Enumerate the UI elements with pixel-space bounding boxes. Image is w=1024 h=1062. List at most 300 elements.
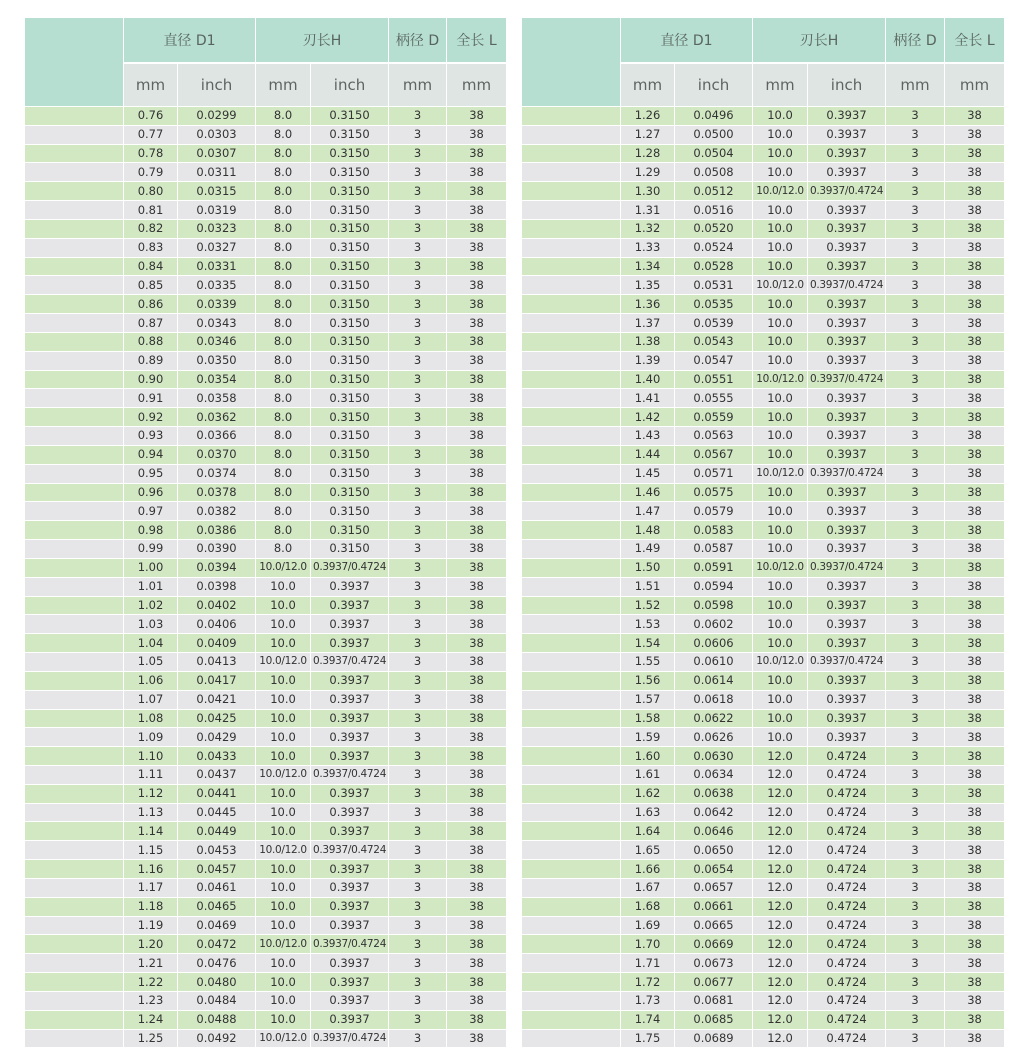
row-blank-cell — [522, 991, 621, 1010]
table-row — [522, 935, 1005, 954]
flute-length-inch-cell: 0.3937 — [311, 897, 389, 916]
row-blank-cell — [25, 615, 124, 634]
shank-mm-cell: 3 — [886, 521, 945, 540]
flute-length-mm-cell: 12.0 — [753, 1010, 808, 1029]
overall-length-mm-cell: 38 — [945, 295, 1005, 314]
diameter-inch-cell: 0.0531 — [675, 276, 753, 295]
flute-length-mm-cell: 10.0 — [753, 427, 808, 446]
shank-mm-cell: 3 — [886, 728, 945, 747]
flute-length-mm-cell: 10.0/12.0 — [256, 653, 311, 672]
flute-length-mm-cell: 10.0 — [753, 615, 808, 634]
diameter-mm-cell: 0.98 — [124, 521, 178, 540]
diameter-inch-cell: 0.0339 — [178, 295, 256, 314]
flute-length-mm-cell: 10.0 — [256, 615, 311, 634]
diameter-inch-cell: 0.0543 — [675, 332, 753, 351]
unit-diameter-inch: inch — [675, 63, 753, 107]
row-blank-cell — [522, 125, 621, 144]
table-row — [25, 558, 507, 577]
flute-length-inch-cell: 0.3150 — [311, 314, 389, 333]
flute-length-mm-cell: 8.0 — [256, 257, 311, 276]
table-row — [522, 107, 1005, 126]
overall-length-mm-cell: 38 — [447, 257, 507, 276]
row-blank-cell — [522, 709, 621, 728]
diameter-mm-cell: 1.52 — [621, 596, 675, 615]
diameter-inch-cell: 0.0453 — [178, 841, 256, 860]
shank-mm-cell: 3 — [389, 238, 447, 257]
shank-mm-cell: 3 — [389, 634, 447, 653]
diameter-inch-cell: 0.0535 — [675, 295, 753, 314]
table-row — [522, 464, 1005, 483]
diameter-mm-cell: 0.93 — [124, 427, 178, 446]
diameter-mm-cell: 0.84 — [124, 257, 178, 276]
overall-length-mm-cell: 38 — [447, 370, 507, 389]
diameter-mm-cell: 1.66 — [621, 860, 675, 879]
diameter-inch-cell: 0.0642 — [675, 803, 753, 822]
shank-mm-cell: 3 — [389, 596, 447, 615]
flute-length-inch-cell: 0.3937 — [311, 954, 389, 973]
row-blank-cell — [25, 558, 124, 577]
flute-length-mm-cell: 10.0 — [753, 163, 808, 182]
diameter-inch-cell: 0.0618 — [675, 690, 753, 709]
flute-length-inch-cell: 0.3937 — [808, 125, 886, 144]
row-blank-cell — [25, 596, 124, 615]
unit-flute-inch: inch — [311, 63, 389, 107]
row-blank-cell — [522, 935, 621, 954]
overall-length-mm-cell: 38 — [447, 163, 507, 182]
overall-length-mm-cell: 38 — [945, 690, 1005, 709]
flute-length-inch-cell: 0.3937 — [808, 107, 886, 126]
diameter-mm-cell: 0.88 — [124, 332, 178, 351]
diameter-mm-cell: 0.78 — [124, 144, 178, 163]
table-row — [522, 219, 1005, 238]
diameter-inch-cell: 0.0398 — [178, 577, 256, 596]
table-row — [25, 935, 507, 954]
flute-length-mm-cell: 10.0 — [753, 125, 808, 144]
row-blank-cell — [25, 163, 124, 182]
diameter-mm-cell: 1.18 — [124, 897, 178, 916]
flute-length-inch-cell: 0.4724 — [808, 1029, 886, 1048]
flute-length-inch-cell: 0.3937/0.4724 — [311, 1029, 389, 1048]
overall-length-mm-cell: 38 — [945, 389, 1005, 408]
unit-diameter-mm: mm — [124, 63, 178, 107]
diameter-mm-cell: 1.04 — [124, 634, 178, 653]
shank-mm-cell: 3 — [389, 916, 447, 935]
flute-length-mm-cell: 12.0 — [753, 822, 808, 841]
shank-mm-cell: 3 — [886, 201, 945, 220]
row-blank-cell — [25, 125, 124, 144]
diameter-inch-cell: 0.0394 — [178, 558, 256, 577]
table-row — [25, 1010, 507, 1029]
row-blank-cell — [25, 1010, 124, 1029]
table-row — [522, 897, 1005, 916]
flute-length-inch-cell: 0.3937 — [311, 577, 389, 596]
shank-mm-cell: 3 — [886, 125, 945, 144]
diameter-mm-cell: 1.15 — [124, 841, 178, 860]
table-row — [522, 1010, 1005, 1029]
diameter-mm-cell: 1.42 — [621, 408, 675, 427]
row-blank-cell — [522, 540, 621, 559]
diameter-mm-cell: 1.22 — [124, 973, 178, 992]
flute-length-mm-cell: 10.0 — [753, 257, 808, 276]
diameter-inch-cell: 0.0591 — [675, 558, 753, 577]
flute-length-mm-cell: 10.0 — [753, 332, 808, 351]
diameter-inch-cell: 0.0539 — [675, 314, 753, 333]
diameter-mm-cell: 1.30 — [621, 182, 675, 201]
diameter-mm-cell: 1.13 — [124, 803, 178, 822]
header-flute-length: 刃长H — [256, 18, 389, 64]
row-blank-cell — [25, 935, 124, 954]
row-blank-cell — [25, 314, 124, 333]
flute-length-mm-cell: 12.0 — [753, 784, 808, 803]
row-blank-cell — [522, 483, 621, 502]
shank-mm-cell: 3 — [886, 747, 945, 766]
row-blank-cell — [522, 615, 621, 634]
flute-length-inch-cell: 0.3937 — [311, 1010, 389, 1029]
diameter-mm-cell: 1.47 — [621, 502, 675, 521]
shank-mm-cell: 3 — [886, 653, 945, 672]
flute-length-inch-cell: 0.3150 — [311, 332, 389, 351]
row-blank-cell — [522, 803, 621, 822]
row-blank-cell — [25, 521, 124, 540]
table-row — [25, 897, 507, 916]
flute-length-inch-cell: 0.3937 — [311, 747, 389, 766]
shank-mm-cell: 3 — [389, 784, 447, 803]
diameter-mm-cell: 1.23 — [124, 991, 178, 1010]
diameter-inch-cell: 0.0508 — [675, 163, 753, 182]
row-blank-cell — [522, 916, 621, 935]
row-blank-cell — [522, 201, 621, 220]
diameter-inch-cell: 0.0323 — [178, 219, 256, 238]
table-row — [25, 671, 507, 690]
row-blank-cell — [522, 878, 621, 897]
table-row — [25, 521, 507, 540]
flute-length-mm-cell: 10.0 — [753, 389, 808, 408]
table-row — [522, 709, 1005, 728]
shank-mm-cell: 3 — [886, 991, 945, 1010]
flute-length-mm-cell: 10.0/12.0 — [256, 765, 311, 784]
table-row — [25, 973, 507, 992]
flute-length-inch-cell: 0.3937/0.4724 — [311, 653, 389, 672]
row-blank-cell — [522, 464, 621, 483]
shank-mm-cell: 3 — [886, 219, 945, 238]
shank-mm-cell: 3 — [389, 540, 447, 559]
overall-length-mm-cell: 38 — [945, 765, 1005, 784]
shank-mm-cell: 3 — [886, 803, 945, 822]
table-row — [25, 502, 507, 521]
diameter-mm-cell: 0.92 — [124, 408, 178, 427]
table-row — [25, 596, 507, 615]
diameter-inch-cell: 0.0689 — [675, 1029, 753, 1048]
diameter-inch-cell: 0.0594 — [675, 577, 753, 596]
diameter-inch-cell: 0.0528 — [675, 257, 753, 276]
overall-length-mm-cell: 38 — [447, 351, 507, 370]
shank-mm-cell: 3 — [389, 201, 447, 220]
diameter-inch-cell: 0.0469 — [178, 916, 256, 935]
overall-length-mm-cell: 38 — [447, 822, 507, 841]
overall-length-mm-cell: 38 — [447, 1010, 507, 1029]
flute-length-mm-cell: 10.0 — [256, 897, 311, 916]
overall-length-mm-cell: 38 — [447, 427, 507, 446]
overall-length-mm-cell: 38 — [447, 276, 507, 295]
table-row — [522, 427, 1005, 446]
flute-length-inch-cell: 0.3937/0.4724 — [808, 182, 886, 201]
diameter-mm-cell: 0.87 — [124, 314, 178, 333]
table-row — [522, 747, 1005, 766]
diameter-inch-cell: 0.0661 — [675, 897, 753, 916]
header-row-groups — [522, 18, 1005, 64]
flute-length-inch-cell: 0.3937/0.4724 — [808, 653, 886, 672]
shank-mm-cell: 3 — [886, 389, 945, 408]
diameter-mm-cell: 1.59 — [621, 728, 675, 747]
overall-length-mm-cell: 38 — [447, 144, 507, 163]
table-row — [522, 653, 1005, 672]
flute-length-inch-cell: 0.4724 — [808, 784, 886, 803]
row-blank-cell — [522, 690, 621, 709]
diameter-inch-cell: 0.0461 — [178, 878, 256, 897]
table-row — [522, 991, 1005, 1010]
diameter-inch-cell: 0.0390 — [178, 540, 256, 559]
row-blank-cell — [25, 577, 124, 596]
diameter-mm-cell: 1.09 — [124, 728, 178, 747]
overall-length-mm-cell: 38 — [447, 954, 507, 973]
unit-flute-inch: inch — [808, 63, 886, 107]
overall-length-mm-cell: 38 — [945, 897, 1005, 916]
diameter-inch-cell: 0.0634 — [675, 765, 753, 784]
diameter-inch-cell: 0.0673 — [675, 954, 753, 973]
table-row — [25, 803, 507, 822]
row-blank-cell — [25, 257, 124, 276]
diameter-mm-cell: 1.05 — [124, 653, 178, 672]
table-row — [25, 540, 507, 559]
flute-length-inch-cell: 0.3937 — [311, 803, 389, 822]
diameter-mm-cell: 0.77 — [124, 125, 178, 144]
shank-mm-cell: 3 — [389, 314, 447, 333]
flute-length-mm-cell: 12.0 — [753, 991, 808, 1010]
table-row — [25, 653, 507, 672]
diameter-inch-cell: 0.0646 — [675, 822, 753, 841]
flute-length-mm-cell: 12.0 — [753, 897, 808, 916]
unit-diameter-mm: mm — [621, 63, 675, 107]
flute-length-inch-cell: 0.3150 — [311, 351, 389, 370]
flute-length-mm-cell: 10.0/12.0 — [753, 182, 808, 201]
shank-mm-cell: 3 — [389, 389, 447, 408]
table-row — [25, 765, 507, 784]
flute-length-inch-cell: 0.4724 — [808, 765, 886, 784]
overall-length-mm-cell: 38 — [945, 427, 1005, 446]
table-row — [25, 841, 507, 860]
flute-length-mm-cell: 8.0 — [256, 107, 311, 126]
table-row — [522, 182, 1005, 201]
diameter-inch-cell: 0.0409 — [178, 634, 256, 653]
diameter-inch-cell: 0.0429 — [178, 728, 256, 747]
overall-length-mm-cell: 38 — [447, 841, 507, 860]
diameter-mm-cell: 1.75 — [621, 1029, 675, 1048]
diameter-mm-cell: 1.31 — [621, 201, 675, 220]
shank-mm-cell: 3 — [886, 558, 945, 577]
flute-length-mm-cell: 12.0 — [753, 747, 808, 766]
overall-length-mm-cell: 38 — [945, 709, 1005, 728]
diameter-inch-cell: 0.0669 — [675, 935, 753, 954]
flute-length-inch-cell: 0.3937 — [808, 351, 886, 370]
shank-mm-cell: 3 — [389, 973, 447, 992]
flute-length-mm-cell: 8.0 — [256, 408, 311, 427]
row-blank-cell — [25, 671, 124, 690]
row-blank-cell — [25, 954, 124, 973]
table-row — [25, 464, 507, 483]
overall-length-mm-cell: 38 — [945, 182, 1005, 201]
flute-length-inch-cell: 0.3937 — [311, 596, 389, 615]
shank-mm-cell: 3 — [389, 276, 447, 295]
row-blank-cell — [25, 332, 124, 351]
flute-length-mm-cell: 10.0 — [256, 596, 311, 615]
flute-length-inch-cell: 0.3937 — [808, 615, 886, 634]
shank-mm-cell: 3 — [389, 954, 447, 973]
diameter-mm-cell: 1.37 — [621, 314, 675, 333]
diameter-mm-cell: 0.76 — [124, 107, 178, 126]
diameter-inch-cell: 0.0496 — [675, 107, 753, 126]
flute-length-mm-cell: 10.0 — [256, 991, 311, 1010]
overall-length-mm-cell: 38 — [447, 558, 507, 577]
diameter-mm-cell: 1.14 — [124, 822, 178, 841]
table-row — [25, 144, 507, 163]
flute-length-mm-cell: 8.0 — [256, 351, 311, 370]
shank-mm-cell: 3 — [389, 219, 447, 238]
flute-length-inch-cell: 0.3937 — [311, 615, 389, 634]
shank-mm-cell: 3 — [886, 107, 945, 126]
shank-mm-cell: 3 — [886, 540, 945, 559]
overall-length-mm-cell: 38 — [447, 389, 507, 408]
diameter-inch-cell: 0.0559 — [675, 408, 753, 427]
diameter-mm-cell: 1.48 — [621, 521, 675, 540]
diameter-inch-cell: 0.0421 — [178, 690, 256, 709]
overall-length-mm-cell: 38 — [447, 728, 507, 747]
flute-length-inch-cell: 0.3937 — [311, 634, 389, 653]
row-blank-cell — [522, 973, 621, 992]
table-row — [25, 445, 507, 464]
row-blank-cell — [25, 351, 124, 370]
diameter-mm-cell: 1.11 — [124, 765, 178, 784]
flute-length-mm-cell: 10.0 — [753, 144, 808, 163]
flute-length-mm-cell: 8.0 — [256, 219, 311, 238]
table-row — [522, 973, 1005, 992]
shank-mm-cell: 3 — [886, 973, 945, 992]
header-row-groups — [25, 18, 507, 64]
unit-flute-mm: mm — [256, 63, 311, 107]
diameter-mm-cell: 1.73 — [621, 991, 675, 1010]
unit-diameter-inch: inch — [178, 63, 256, 107]
overall-length-mm-cell: 38 — [945, 483, 1005, 502]
flute-length-inch-cell: 0.3150 — [311, 107, 389, 126]
shank-mm-cell: 3 — [886, 1029, 945, 1048]
overall-length-mm-cell: 38 — [945, 502, 1005, 521]
row-blank-cell — [522, 634, 621, 653]
table-row — [25, 784, 507, 803]
overall-length-mm-cell: 38 — [945, 408, 1005, 427]
overall-length-mm-cell: 38 — [945, 219, 1005, 238]
flute-length-mm-cell: 8.0 — [256, 483, 311, 502]
flute-length-mm-cell: 10.0 — [753, 709, 808, 728]
overall-length-mm-cell: 38 — [447, 408, 507, 427]
flute-length-mm-cell: 10.0/12.0 — [753, 464, 808, 483]
row-blank-cell — [25, 238, 124, 257]
table-row — [522, 276, 1005, 295]
diameter-mm-cell: 1.64 — [621, 822, 675, 841]
diameter-inch-cell: 0.0476 — [178, 954, 256, 973]
shank-mm-cell: 3 — [389, 125, 447, 144]
diameter-mm-cell: 1.67 — [621, 878, 675, 897]
flute-length-inch-cell: 0.3937 — [808, 389, 886, 408]
flute-length-mm-cell: 10.0 — [753, 596, 808, 615]
diameter-mm-cell: 1.21 — [124, 954, 178, 973]
table-row — [522, 540, 1005, 559]
header-blank-cell — [522, 18, 621, 107]
flute-length-inch-cell: 0.3937/0.4724 — [311, 841, 389, 860]
overall-length-mm-cell: 38 — [945, 973, 1005, 992]
table-row — [25, 351, 507, 370]
row-blank-cell — [522, 182, 621, 201]
diameter-inch-cell: 0.0492 — [178, 1029, 256, 1048]
flute-length-mm-cell: 8.0 — [256, 276, 311, 295]
flute-length-mm-cell: 8.0 — [256, 125, 311, 144]
shank-mm-cell: 3 — [389, 935, 447, 954]
row-blank-cell — [522, 653, 621, 672]
flute-length-inch-cell: 0.3937 — [808, 671, 886, 690]
table-row — [522, 483, 1005, 502]
overall-length-mm-cell: 38 — [945, 163, 1005, 182]
row-blank-cell — [522, 163, 621, 182]
unit-length-mm: mm — [447, 63, 507, 107]
flute-length-mm-cell: 10.0 — [256, 690, 311, 709]
shank-mm-cell: 3 — [886, 238, 945, 257]
table-row — [522, 671, 1005, 690]
table-row — [25, 747, 507, 766]
shank-mm-cell: 3 — [389, 521, 447, 540]
diameter-inch-cell: 0.0614 — [675, 671, 753, 690]
flute-length-mm-cell: 10.0 — [256, 916, 311, 935]
overall-length-mm-cell: 38 — [447, 464, 507, 483]
diameter-inch-cell: 0.0583 — [675, 521, 753, 540]
shank-mm-cell: 3 — [886, 897, 945, 916]
overall-length-mm-cell: 38 — [945, 916, 1005, 935]
table-row — [25, 822, 507, 841]
overall-length-mm-cell: 38 — [447, 521, 507, 540]
diameter-mm-cell: 1.71 — [621, 954, 675, 973]
shank-mm-cell: 3 — [389, 878, 447, 897]
flute-length-mm-cell: 10.0 — [256, 973, 311, 992]
overall-length-mm-cell: 38 — [945, 201, 1005, 220]
table-row — [25, 219, 507, 238]
overall-length-mm-cell: 38 — [447, 445, 507, 464]
shank-mm-cell: 3 — [389, 860, 447, 879]
flute-length-inch-cell: 0.3150 — [311, 163, 389, 182]
shank-mm-cell: 3 — [886, 163, 945, 182]
diameter-mm-cell: 1.35 — [621, 276, 675, 295]
flute-length-mm-cell: 10.0 — [256, 954, 311, 973]
diameter-inch-cell: 0.0555 — [675, 389, 753, 408]
overall-length-mm-cell: 38 — [447, 860, 507, 879]
flute-length-inch-cell: 0.3937 — [808, 295, 886, 314]
diameter-inch-cell: 0.0500 — [675, 125, 753, 144]
flute-length-mm-cell: 10.0/12.0 — [753, 558, 808, 577]
diameter-mm-cell: 1.02 — [124, 596, 178, 615]
diameter-mm-cell: 1.43 — [621, 427, 675, 446]
shank-mm-cell: 3 — [389, 295, 447, 314]
shank-mm-cell: 3 — [886, 502, 945, 521]
diameter-mm-cell: 1.28 — [621, 144, 675, 163]
header-diameter: 直径 D1 — [621, 18, 753, 64]
diameter-inch-cell: 0.0319 — [178, 201, 256, 220]
header-shank: 柄径 D — [886, 18, 945, 64]
